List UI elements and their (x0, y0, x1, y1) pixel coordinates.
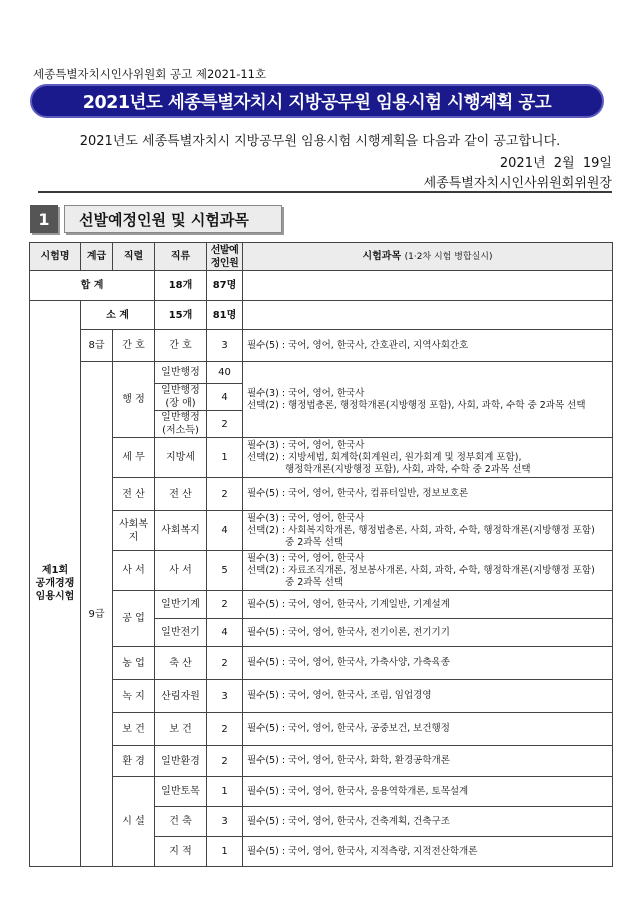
count-cell: 1 (207, 837, 243, 867)
header-subjects-note: (1·2차 시험 병합실시) (404, 251, 493, 262)
category-cell: 일반행정 (155, 362, 207, 384)
category-cell: 사 서 (155, 551, 207, 591)
header-planned: 선발예정인원 (207, 243, 243, 271)
table-row (30, 330, 613, 362)
subjects-cell: 필수(5) : 국어, 영어, 한국사, 조림, 임업경영 (243, 680, 613, 713)
category-cell: 지 적 (155, 837, 207, 867)
count-cell: 3 (207, 680, 243, 713)
subjects-cell: 필수(5) : 국어, 영어, 한국사, 가축사양, 가축육종 (243, 647, 613, 680)
series-cell: 녹 지 (113, 680, 155, 713)
subjects-cell (243, 511, 613, 551)
count-cell: 2 (207, 478, 243, 511)
subjects-cell (243, 551, 613, 591)
divider (38, 191, 612, 193)
subjects-cell: 필수(5) : 국어, 영어, 한국사, 간호관리, 지역사회간호 (243, 330, 613, 362)
subjects-cell (243, 362, 613, 438)
subjects-cell: 필수(5) : 국어, 영어, 한국사, 공중보건, 보건행정 (243, 713, 613, 746)
series-cell: 환 경 (113, 746, 155, 777)
count-cell: 1 (207, 438, 243, 478)
section-title: 선발예정인원 및 시험과목 (64, 205, 282, 233)
table-row (30, 591, 613, 619)
table-row (30, 680, 613, 713)
category-cell: 지방세 (155, 438, 207, 478)
subjects-line: 필수(3) : 국어, 영어, 한국사 (247, 439, 365, 451)
count-cell: 1 (207, 777, 243, 807)
series-cell: 간 호 (113, 330, 155, 362)
subjects-cell: 필수(5) : 국어, 영어, 한국사, 지적측량, 지적전산학개론 (243, 837, 613, 867)
header-subjects-label: 시험과목 (362, 250, 402, 262)
table-row (30, 746, 613, 777)
count-cell: 5 (207, 551, 243, 591)
grade-cell: 9급 (81, 362, 113, 867)
subjects-cell (243, 438, 613, 478)
grade-cell: 8급 (81, 330, 113, 362)
series-cell: 농 업 (113, 647, 155, 680)
subjects-cell: 필수(5) : 국어, 영어, 한국사, 전기이론, 전기기기 (243, 619, 613, 647)
count-cell: 2 (207, 411, 243, 438)
count-cell: 2 (207, 713, 243, 746)
exam-name-cell: 제1회 공개경쟁 임용시험 (30, 301, 81, 867)
category-cell: 일반토목 (155, 777, 207, 807)
header-category: 직류 (155, 243, 207, 271)
category-cell: 전 산 (155, 478, 207, 511)
header-subjects (243, 243, 613, 271)
category-cell: 보 건 (155, 713, 207, 746)
table-row (30, 713, 613, 746)
series-cell: 시 설 (113, 777, 155, 867)
series-cell: 세 무 (113, 438, 155, 478)
subjects-cell: 필수(5) : 국어, 영어, 한국사, 기계일반, 기계설계 (243, 591, 613, 619)
category-cell: 일반환경 (155, 746, 207, 777)
subjects-cell: 필수(5) : 국어, 영어, 한국사, 응용역학개론, 토목설계 (243, 777, 613, 807)
subjects-line: 선택(2) : 자료조직개론, 정보봉사개론, 사회, 과학, 수학, 행정학개론(지방행정 포함) (247, 564, 595, 576)
count-cell: 4 (207, 511, 243, 551)
count-cell: 2 (207, 647, 243, 680)
series-cell: 전 산 (113, 478, 155, 511)
count-cell: 4 (207, 384, 243, 411)
total-count: 87명 (207, 271, 243, 301)
subjects-line: 선택(2) : 지방세법, 회계학(회계원리, 원가회계 및 정부회계 포함), (247, 451, 522, 463)
count-cell: 2 (207, 746, 243, 777)
table-row (30, 551, 613, 591)
count-cell: 3 (207, 807, 243, 837)
subjects-line: 선택(2) : 사회복지학개론, 행정법총론, 사회, 과학, 수학, 행정학개론(지방행정 포함) (247, 524, 595, 536)
signer: 세종특별자치시인사위원회위원장 (423, 176, 612, 191)
category-cell: 일반전기 (155, 619, 207, 647)
table-row (30, 438, 613, 478)
exam-table (29, 242, 613, 867)
count-cell: 2 (207, 591, 243, 619)
header-grade: 계급 (81, 243, 113, 271)
table-row (30, 362, 613, 384)
subjects-line: 필수(3) : 국어, 영어, 한국사 (247, 387, 365, 399)
table-row (30, 478, 613, 511)
count-cell: 4 (207, 619, 243, 647)
header-series: 직렬 (113, 243, 155, 271)
subjects-line: 중 2과목 선택 (285, 576, 343, 588)
section-number: 1 (30, 205, 58, 233)
intro-text: 2021년도 세종특별자치시 지방공무원 임용시험 시행계획을 다음과 같이 공고합니다. (79, 134, 561, 149)
count-cell: 3 (207, 330, 243, 362)
category-cell: 간 호 (155, 330, 207, 362)
subtotal-count: 81명 (207, 301, 243, 330)
category-cell: 건 축 (155, 807, 207, 837)
category-cell: 일반행정 (장 애) (155, 384, 207, 411)
notice-number: 세종특별자치시인사위원회 공고 제2021-11호 (33, 67, 267, 81)
notice-date: 2021년 2월 19일 (499, 156, 612, 171)
subjects-cell: 필수(5) : 국어, 영어, 한국사, 컴퓨터일반, 정보보호론 (243, 478, 613, 511)
subtotal-label: 소 계 (81, 301, 155, 330)
count-cell: 40 (207, 362, 243, 384)
category-cell: 사회복지 (155, 511, 207, 551)
series-cell: 공 업 (113, 591, 155, 647)
category-cell: 축 산 (155, 647, 207, 680)
notice-title: 2021년도 세종특별자치시 지방공무원 임용시험 시행계획 공고 (30, 84, 604, 118)
subjects-line: 선택(2) : 행정법총론, 행정학개론(지방행정 포함), 사회, 과학, 수학 중 2과목 선택 (247, 399, 586, 411)
table-row (30, 511, 613, 551)
series-cell: 사 서 (113, 551, 155, 591)
total-label: 합 계 (30, 271, 155, 301)
subtotal-category: 15개 (155, 301, 207, 330)
category-cell: 일반행정 (저소득) (155, 411, 207, 438)
subjects-line: 필수(3) : 국어, 영어, 한국사 (247, 512, 365, 524)
table-row (30, 647, 613, 680)
table-row (30, 777, 613, 807)
total-category: 18개 (155, 271, 207, 301)
subjects-cell: 필수(5) : 국어, 영어, 한국사, 건축계획, 건축구조 (243, 807, 613, 837)
subjects-line: 필수(3) : 국어, 영어, 한국사 (247, 552, 365, 564)
series-cell: 보 건 (113, 713, 155, 746)
header-exam-name: 시험명 (30, 243, 81, 271)
subjects-cell: 필수(5) : 국어, 영어, 한국사, 화학, 환경공학개론 (243, 746, 613, 777)
category-cell: 일반기계 (155, 591, 207, 619)
series-cell: 행 정 (113, 362, 155, 438)
subjects-line: 중 2과목 선택 (285, 536, 343, 548)
subtotal-row (30, 301, 613, 330)
total-row (30, 271, 613, 301)
table-header-row (30, 243, 613, 271)
category-cell: 산림자원 (155, 680, 207, 713)
series-cell: 사회복지 (113, 511, 155, 551)
subjects-line: 행정학개론(지방행정 포함), 사회, 과학, 수학 중 2과목 선택 (285, 463, 531, 475)
